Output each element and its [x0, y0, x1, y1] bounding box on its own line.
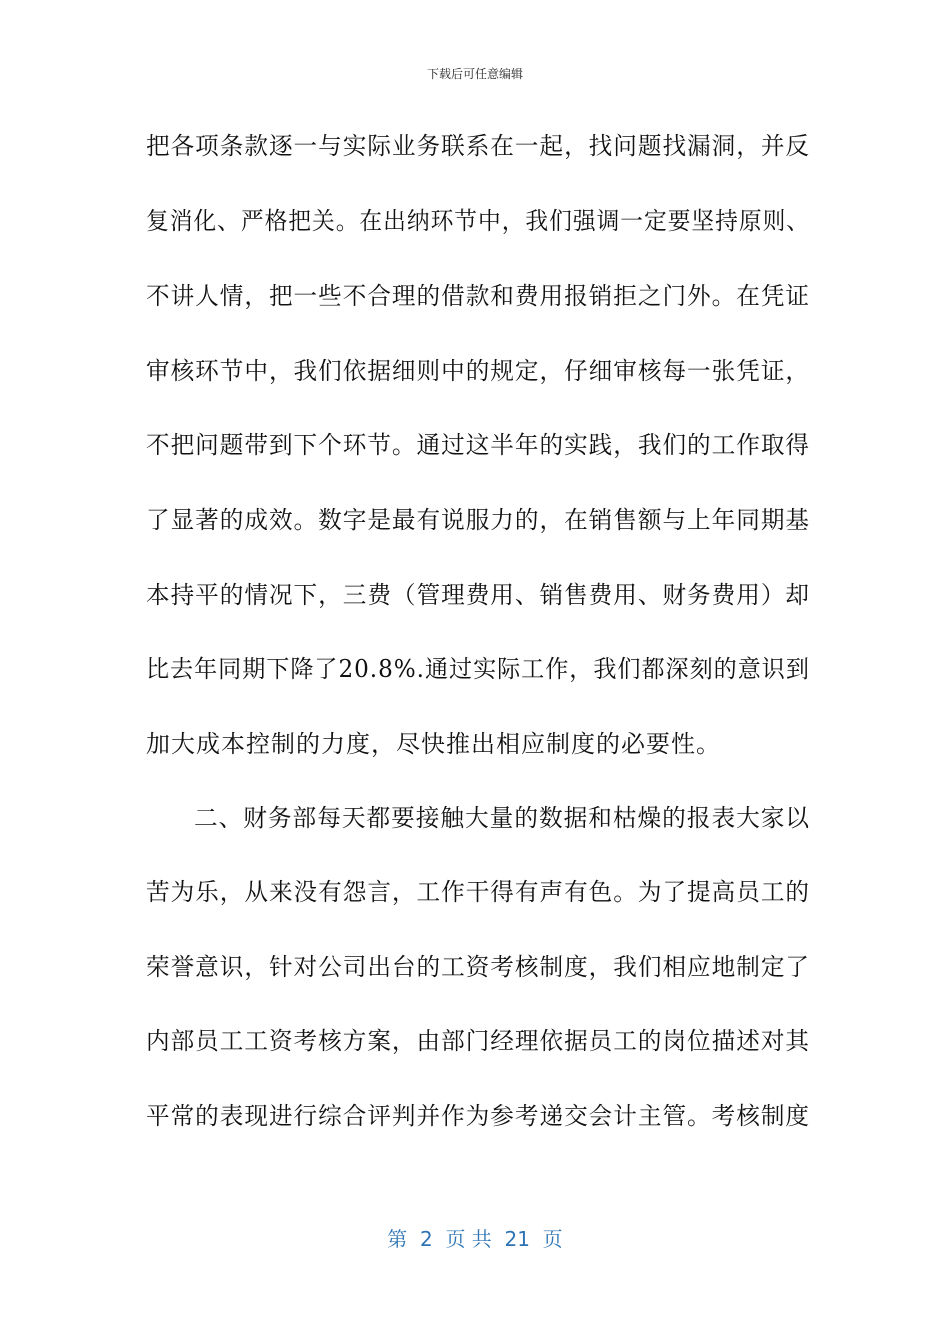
- paragraph-1-line-9: 加大成本控制的力度，尽快推出相应制度的必要性。: [146, 730, 721, 758]
- paragraph-1-line-7: 本持平的情况下，三费（管理费用、销售费用、财务费用）却: [146, 581, 810, 609]
- paragraph-2-line-3: 荣誉意识，针对公司出台的工资考核制度，我们相应地制定了: [146, 953, 810, 981]
- page-number-footer: 第 2 页 共 21 页: [387, 1227, 563, 1251]
- paragraph-1-line-1: 把各项条款逐一与实际业务联系在一起，找问题找漏洞，并反: [146, 132, 810, 160]
- paragraph-1-line-3: 不讲人情，把一些不合理的借款和费用报销拒之门外。在凭证: [146, 282, 810, 310]
- paragraph-1-line-5: 不把问题带到下个环节。通过这半年的实践，我们的工作取得: [146, 431, 810, 459]
- paragraph-1-line-4: 审核环节中，我们依据细则中的规定，仔细审核每一张凭证，: [146, 357, 810, 385]
- paragraph-1-line-2: 复消化、严格把关。在出纳环节中，我们强调一定要坚持原则、: [146, 207, 810, 235]
- paragraph-2-line-4: 内部员工工资考核方案，由部门经理依据员工的岗位描述对其: [146, 1027, 810, 1055]
- page-header: 下载后可任意编辑: [426, 67, 523, 81]
- paragraph-1-line-6: 了显著的成效。数字是最有说服力的，在销售额与上年同期基: [146, 506, 810, 534]
- paragraph-1-line-8: 比去年同期下降了20.8%.通过实际工作，我们都深刻的意识到: [146, 655, 810, 683]
- paragraph-2-line-5: 平常的表现进行综合评判并作为参考递交会计主管。考核制度: [146, 1102, 810, 1130]
- paragraph-2-line-1: 二、财务部每天都要接触大量的数据和枯燥的报表大家以: [194, 804, 810, 832]
- paragraph-2-line-2: 苦为乐，从来没有怨言，工作干得有声有色。为了提高员工的: [146, 878, 810, 906]
